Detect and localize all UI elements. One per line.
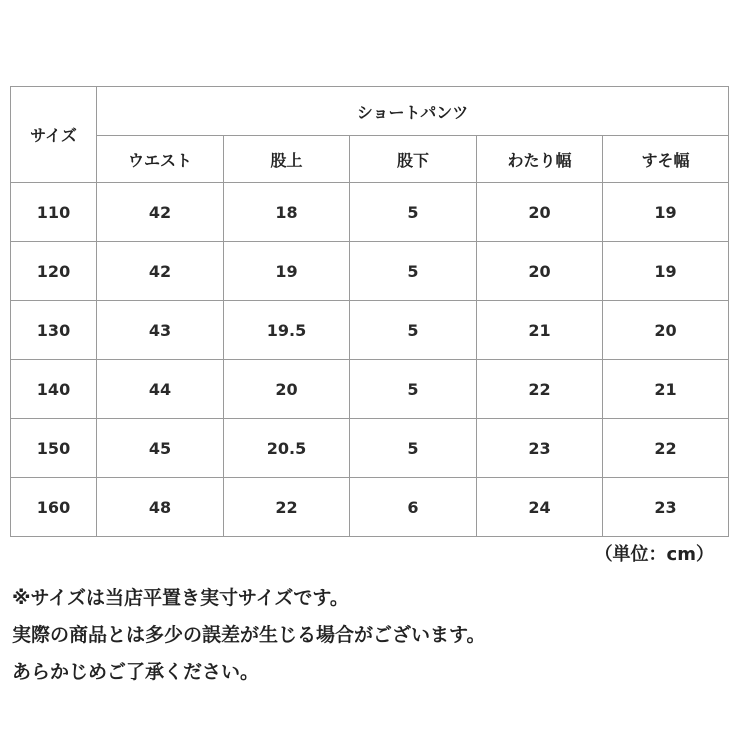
thigh-width-cell: 20 xyxy=(477,242,603,301)
hem-width-cell: 19 xyxy=(603,183,729,242)
inseam-cell: 5 xyxy=(350,419,477,478)
hem-width-cell: 19 xyxy=(603,242,729,301)
notes-block xyxy=(12,580,485,691)
rise-cell: 18 xyxy=(224,183,350,242)
note-line: ※サイズは当店平置き実寸サイズです。 xyxy=(12,587,349,609)
size-chart-table xyxy=(10,86,729,537)
thigh-width-cell: 22 xyxy=(477,360,603,419)
thigh-width-cell: 20 xyxy=(477,183,603,242)
waist-cell: 44 xyxy=(97,360,224,419)
rise-cell: 20 xyxy=(224,360,350,419)
table-row xyxy=(11,301,729,360)
hem-width-cell: 20 xyxy=(603,301,729,360)
thigh-width-cell: 24 xyxy=(477,478,603,537)
size-header: サイズ xyxy=(11,87,97,183)
table-row xyxy=(11,183,729,242)
column-header-inseam: 股下 xyxy=(350,136,477,183)
note-line: あらかじめご了承ください。 xyxy=(12,661,260,683)
hem-width-cell: 21 xyxy=(603,360,729,419)
size-cell: 130 xyxy=(11,301,97,360)
note-line: 実際の商品とは多少の誤差が生じる場合がございます。 xyxy=(12,624,486,646)
thigh-width-cell: 23 xyxy=(477,419,603,478)
inseam-cell: 5 xyxy=(350,242,477,301)
unit-label: （単位：cm） xyxy=(594,544,714,565)
group-header-shorts: ショートパンツ xyxy=(97,87,729,136)
column-header-thigh-width: わたり幅 xyxy=(477,136,603,183)
column-header-hem-width: すそ幅 xyxy=(603,136,729,183)
size-cell: 140 xyxy=(11,360,97,419)
size-cell: 150 xyxy=(11,419,97,478)
column-header-rise: 股上 xyxy=(224,136,350,183)
table-row xyxy=(11,360,729,419)
hem-width-cell: 23 xyxy=(603,478,729,537)
waist-cell: 42 xyxy=(97,242,224,301)
table-row xyxy=(11,242,729,301)
table-row xyxy=(11,478,729,537)
waist-cell: 42 xyxy=(97,183,224,242)
size-cell: 110 xyxy=(11,183,97,242)
rise-cell: 20.5 xyxy=(224,419,350,478)
size-cell: 160 xyxy=(11,478,97,537)
inseam-cell: 5 xyxy=(350,183,477,242)
inseam-cell: 5 xyxy=(350,301,477,360)
table-row xyxy=(11,419,729,478)
column-header-waist: ウエスト xyxy=(97,136,224,183)
size-cell: 120 xyxy=(11,242,97,301)
hem-width-cell: 22 xyxy=(603,419,729,478)
rise-cell: 19.5 xyxy=(224,301,350,360)
rise-cell: 22 xyxy=(224,478,350,537)
rise-cell: 19 xyxy=(224,242,350,301)
waist-cell: 43 xyxy=(97,301,224,360)
waist-cell: 48 xyxy=(97,478,224,537)
inseam-cell: 5 xyxy=(350,360,477,419)
inseam-cell: 6 xyxy=(350,478,477,537)
thigh-width-cell: 21 xyxy=(477,301,603,360)
waist-cell: 45 xyxy=(97,419,224,478)
